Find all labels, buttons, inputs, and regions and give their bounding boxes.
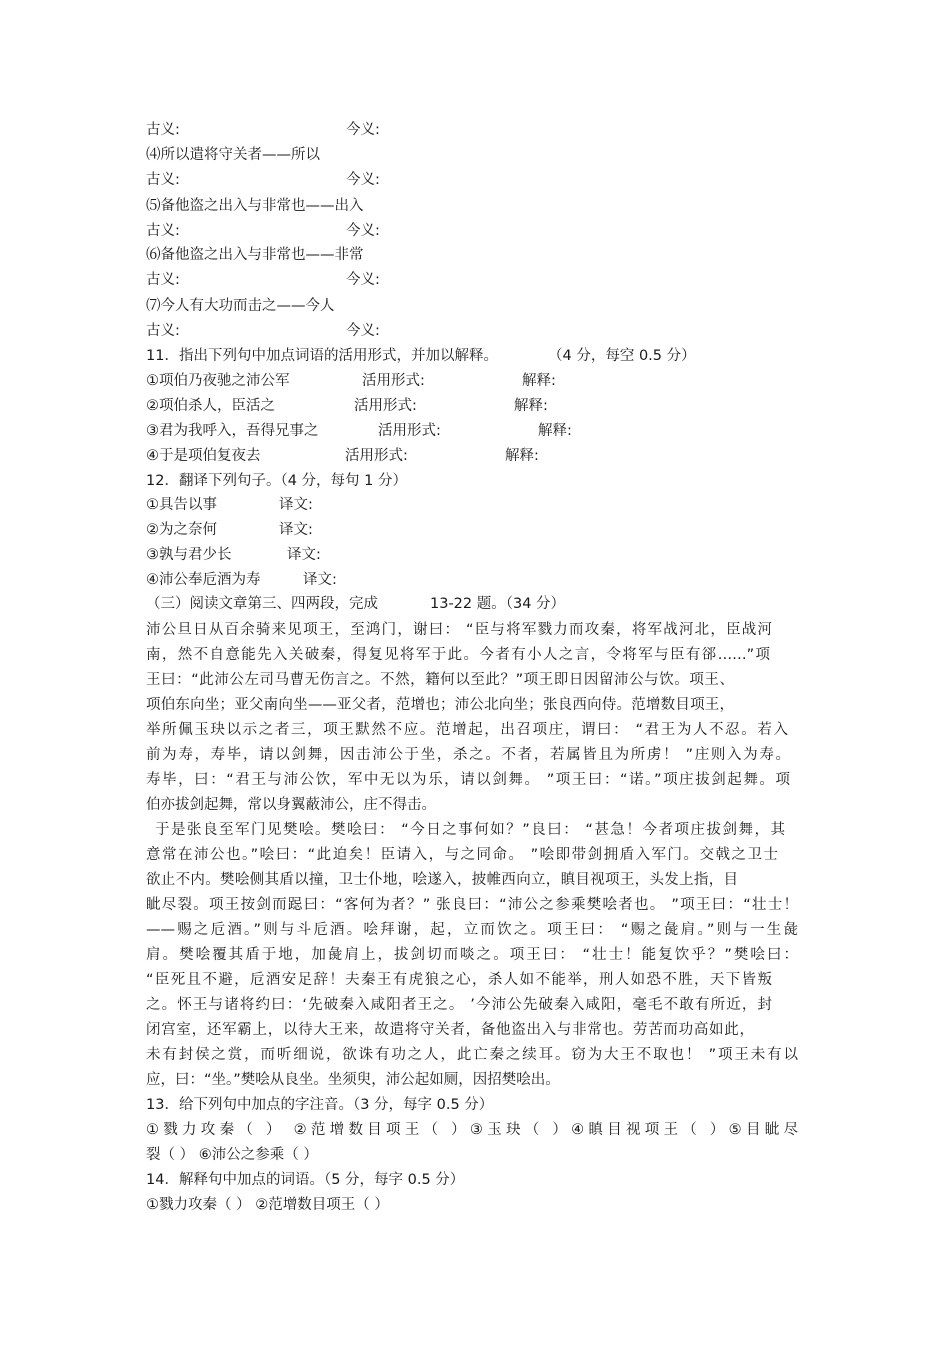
q12-sentence: ②为之奈何: [146, 522, 217, 538]
q11-form-label: 活用形式:: [354, 398, 417, 414]
gu-yi-label: 古义:: [146, 122, 180, 138]
q12-translation-label: 译文:: [279, 522, 313, 538]
part-question-range: 13-22 题。（34 分）: [430, 596, 566, 612]
passage-line-text: 应，曰：“坐。”樊哙从良坐。坐须臾，沛公起如厕，因招樊哙出。: [146, 1072, 560, 1088]
q12-translation-label: 译文:: [287, 547, 321, 563]
jin-yi-label: 今义:: [346, 223, 380, 239]
passage-line-text: 于是张良至军门见樊哙。樊哙曰： “今日之事何如？”良曰： “甚急！今者项庄拔剑舞，其: [155, 822, 785, 838]
jin-yi-label: 今义:: [346, 323, 380, 339]
q11-form-label: 活用形式:: [345, 448, 408, 464]
part-heading-text: （三）阅读文章第三、四两段，完成: [146, 596, 378, 612]
q11-form-label: 活用形式:: [362, 373, 425, 389]
q11-explain-label: 解释:: [522, 373, 556, 389]
passage-line-text: 欲止不内。樊哙侧其盾以撞，卫士仆地，哙遂入，披帷西向立，瞋目视项王，头发上指，目: [146, 872, 738, 888]
passage-line-text: “臣死且不避，卮酒安足辞！夫秦王有虎狼之心，杀人如不能举，刑人如恐不胜，天下皆叛: [146, 972, 772, 988]
vocab-item-text: ⑷所以遣将守关者——所以: [146, 147, 320, 163]
passage-line-text: 南，然不自意能先入关破秦，得复见将军于此。今者有小人之言，令将军与臣有郤……”项: [146, 647, 770, 663]
question-title-text: 11．指出下列句中加点词语的活用形式，并加以解释。: [146, 348, 498, 364]
gu-yi-label: 古义:: [146, 172, 180, 188]
gu-yi-label: 古义:: [146, 272, 180, 288]
vocab-item-text: ⑺今人有大功而击之——今人: [146, 298, 335, 314]
jin-yi-label: 今义:: [346, 172, 380, 188]
question-title-text: 12．翻译下列句子。（4 分，每句 1 分）: [146, 473, 407, 489]
q11-form-label: 活用形式:: [378, 423, 441, 439]
passage-line-text: 王曰：“此沛公左司马曹无伤言之。不然，籍何以至此？”项王即日因留沛公与饮。项王、: [146, 672, 734, 688]
q11-sentence: ②项伯杀人，臣活之: [146, 398, 275, 414]
passage-line-text: 沛公旦日从百余骑来见项王，至鸿门，谢曰： “臣与将军戮力而攻秦，将军战河北，臣战河: [146, 622, 772, 638]
gu-yi-label: 古义:: [146, 323, 180, 339]
passage-line-text: 意常在沛公也。”哙曰：“此迫矣！臣请入，与之同命。 ”哙即带剑拥盾入军门。交戟之卫士: [146, 847, 778, 863]
q13-line-text: 裂（ ） ⑥沛公之参乘（ ）: [146, 1147, 318, 1163]
passage-line-text: 眦尽裂。项王按剑而跽曰：“客何为者？” 张良曰：“沛公之参乘樊哙者也。 ”项王曰：“壮士！: [146, 897, 798, 913]
q13-line-text: ①戮力攻秦（ ） ②范增数目项王（ ）③玉玦（ ）④瞋目视项王（ ）⑤目眦尽: [146, 1122, 798, 1138]
q11-sentence: ④于是项伯复夜去: [146, 448, 261, 464]
passage-line-text: 之。怀王与诸将约曰：‘先破秦入咸阳者王之。 ’今沛公先破秦入咸阳，毫毛不敢有所近，封: [146, 997, 772, 1013]
passage-line-text: ——赐之卮酒。”则与斗卮酒。哙拜谢，起，立而饮之。项王曰： “赐之彘肩。”则与一生彘: [146, 922, 798, 938]
jin-yi-label: 今义:: [346, 272, 380, 288]
q12-sentence: ④沛公奉卮酒为寿: [146, 572, 261, 588]
question-score: （4 分，每空 0.5 分）: [548, 348, 696, 364]
jin-yi-label: 今义:: [346, 122, 380, 138]
q11-explain-label: 解释:: [538, 423, 572, 439]
q12-sentence: ③孰与君少长: [146, 547, 232, 563]
passage-line-text: 肩。樊哙覆其盾于地，加彘肩上，拔剑切而啖之。项王曰： “壮士！能复饮乎？”樊哙曰：: [146, 947, 798, 963]
question-title-text: 13．给下列句中加点的字注音。（3 分，每字 0.5 分）: [146, 1097, 494, 1113]
q11-sentence: ③君为我呼入，吾得兄事之: [146, 423, 319, 439]
q11-explain-label: 解释:: [505, 448, 539, 464]
question-title-text: 14．解释句中加点的词语。（5 分，每字 0.5 分）: [146, 1172, 465, 1188]
q12-sentence: ①具告以事: [146, 497, 217, 513]
passage-line-text: 寿毕，曰：“君王与沛公饮，军中无以为乐，请以剑舞。 ”项王曰：“诺。”项庄拔剑起舞。项: [146, 772, 790, 788]
passage-line-text: 未有封侯之赏，而听细说，欲诛有功之人，此亡秦之续耳。窃为大王不取也！ ”项王未有以: [146, 1047, 798, 1063]
vocab-item-text: ⑸备他盗之出入与非常也——出入: [146, 198, 364, 214]
passage-line-text: 伯亦拔剑起舞，常以身翼蔽沛公，庄不得击。: [146, 797, 436, 813]
q14-line-text: ①戮力攻秦（ ） ②范增数目项王（ ）: [146, 1197, 389, 1213]
passage-line-text: 闭宫室，还军霸上，以待大王来，故遣将守关者，备他盗出入与非常也。劳苦而功高如此，: [146, 1022, 754, 1038]
passage-line-text: 前为寿，寿毕，请以剑舞，因击沛公于坐，杀之。不者，若属皆且为所虏！ ”庄则入为寿。: [146, 747, 790, 763]
passage-line-text: 举所佩玉玦以示之者三，项王默然不应。范增起，出召项庄，谓曰： “君王为人不忍。若入: [146, 722, 788, 738]
q12-translation-label: 译文:: [279, 497, 313, 513]
q11-sentence: ①项伯乃夜驰之沛公军: [146, 373, 290, 389]
q12-translation-label: 译文:: [303, 572, 337, 588]
q11-explain-label: 解释:: [514, 398, 548, 414]
gu-yi-label: 古义:: [146, 223, 180, 239]
vocab-item-text: ⑹备他盗之出入与非常也——非常: [146, 247, 364, 263]
passage-line-text: 项伯东向坐；亚父南向坐——亚父者，范增也；沛公北向坐；张良西向侍。范增数目项王，: [146, 697, 734, 713]
